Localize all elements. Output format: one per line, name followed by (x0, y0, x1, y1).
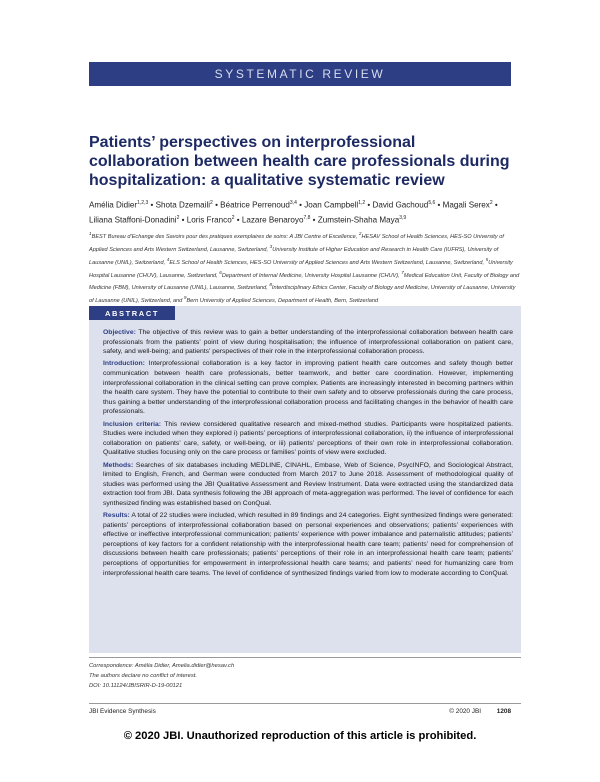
affiliation-text: Medical Education Unit, Faculty of Biology and Medicine (FBM), University of Lausanne (UNIL), Lausanne, Switzerland, (89, 272, 520, 292)
copyright-watermark: © 2020 JBI. Unauthorized reproduction of this article is prohibited. (123, 730, 477, 742)
affiliation-mark: 3 (269, 243, 273, 249)
footer-right (449, 708, 511, 715)
author-name: Amélia Didier (89, 200, 138, 210)
conflict-statement: The authors declare no conflict of interest. (89, 673, 197, 679)
abstract-body (103, 328, 513, 581)
abstract-section-text: Searches of six databases including MEDLINE, CINAHL, Embase, Web of Science, PsycINFO, and Sociological Abstract, limited to English, French, and German were conducted from March 2017 to June 2018. Assessment of methodological quality of studies was performed using the JBI Qualitative Assessment and Review Instrument. Data were extracted using the standardized data extraction tool from JBI. Data synthesis following the JBI approach of meta-aggregation was performed. The level of confidence for each synthesized finding was established based on ConQual. (103, 461, 513, 507)
affiliation-mark: 9 (183, 295, 187, 301)
affiliation-text: Interdisciplinary Ethics Center, Faculty of Biology and Medicine, University of Lausanne, University of Lausanne (UNIL), Switzerland, and (89, 285, 516, 305)
abstract-section-text: Interprofessional collaboration is a key factor in improving patient health care outcomes and safety though better communication between health care professionals, better teamwork, and better care coordination. However, implementing interprofessional collaboration in the clinical setting can prove complex. Patients are increasingly interested in becoming partners within the health care system. They have the potential to contribute to their own safety and to observe professionals during the care process, thus gaining a better understanding of the interprofessional collaboration process and facilitating changes in the behavior of health care professionals. (103, 360, 513, 416)
author-affiliation-mark: 2 (231, 214, 235, 221)
abstract-section-heading: Methods: (103, 461, 134, 469)
abstract-section-heading: Results: (103, 512, 130, 520)
author-affiliation-mark: 5,6 (428, 200, 436, 206)
affiliation-mark: 4 (166, 256, 170, 262)
author-name: Joan Campbell (304, 200, 359, 210)
footer-copyright: © 2020 JBI (449, 708, 481, 715)
author-affiliation-mark: 1,2,3 (137, 200, 149, 206)
abstract-section (103, 359, 513, 417)
affiliation-mark: 1 (89, 231, 92, 236)
article-title: Patients’ perspectives on interprofessional collaboration between health care professionals during hospitalization: a qualitative systematic review (89, 134, 510, 189)
footer-divider (89, 703, 521, 704)
abstract-section-text: A total of 22 studies were included, which resulted in 89 findings and 24 categories. Eight synthesized findings were generated: patients’ perceptions of interprofessional collaboration based on personal experiences and observations; patients’ experiences with effective or ineffective interprofessional communication; patients’ experience with power imbalance and paternalistic attitudes; patients’ perceptions of key factors for a confident relationship with the interprofessional health care team; patients’ need for comprehension of discussions between health care professionals; patients’ perceptions of their role in an interprofessional health care team; patients’ perceptions of opportunities for empowerment in interprofessional health care teams; and patients’ need for humanizing care from interprofessional health care teams. The level of confidence of synthesized findings varied from low to moderate according to ConQual. (103, 512, 513, 577)
abstract-section-text: The objective of this review was to gain a better understanding of the interprofessional collaboration between health care professionals from the patients’ point of view during hospitalisation; the influence of interprofessional collaboration on patient care, safety, and well-being; and patients’ perspectives of their role in the interprofessional collaboration process. (103, 329, 513, 356)
author-affiliation-mark: 2 (210, 200, 213, 206)
author-name: Loris Franco (186, 215, 232, 225)
correspondence-block (89, 661, 521, 691)
section-banner: SYSTEMATIC REVIEW (89, 62, 511, 86)
affiliation-text: Bern University of Applied Sciences, Department of Health, Bern, Switzerland (186, 298, 379, 305)
affiliation-text: Department of Internal Medicine, University Hospital Lausanne (CHUV), (221, 272, 402, 279)
abstract-section (103, 328, 513, 357)
affiliation-text: University Hospital Lausanne (CHUV), Lausanne, Switzerland, (89, 259, 513, 279)
affiliation-text: ELS School of Health Sciences, HES-SO University of Applied Sciences and Arts Western Switzerland, Lausanne, Switzerland, (169, 259, 486, 266)
affiliation-mark: 6 (219, 269, 222, 275)
affiliation-text: BEST Bureau d’Echange des Savoirs pour des pratiques exemplaires de soins: A JBI Centre of Excellence, (91, 233, 359, 240)
abstract-label: ABSTRACT (89, 306, 175, 320)
affiliations (89, 229, 521, 306)
abstract-section-heading: Inclusion criteria: (103, 420, 162, 428)
affiliation-mark: 5 (485, 256, 489, 262)
abstract-section-text: This review considered qualitative research and mixed-method studies. Participants were hospitalized patients. Studies were included when they explored i) patients’ perceptions of interprofessional collaboration, ii) the influence of interprofessional collaboration on patients’ care, safety, or well-being, or iii) patients’ perceptions of their own role in interprofessional collaboration. Qualitative studies focusing only on the care process or families’ points of view were excluded. (103, 420, 514, 457)
author-affiliation-mark: 7,8 (303, 214, 311, 221)
author-name: Lazare Benaroyo (241, 215, 304, 225)
author-name: Liliana Staffoni-Donadini (89, 215, 177, 225)
author-name: Magali Serex (442, 200, 490, 210)
affiliation-text: University Institute of Higher Education and Research in Health Care (IUFRS), University of Lausanne (UNIL), Switzerland, (89, 246, 499, 266)
correspondence-line: Correspondence: Amélia Didier, Amelia.didier@hesav.ch (89, 663, 235, 669)
author-affiliation-mark: 2 (489, 200, 493, 206)
divider (89, 657, 521, 658)
author-affiliation-mark: 1,2 (358, 200, 366, 206)
author-name: Zumstein-Shaha Maya (317, 215, 400, 225)
author-affiliation-mark: 3,9 (399, 214, 407, 221)
abstract-section-heading: Objective: (103, 329, 136, 336)
doi-line: DOI: 10.11124/JBISRIR-D-19-00121 (89, 683, 183, 689)
affiliation-mark: 8 (269, 282, 272, 288)
affiliation-mark: 2 (358, 231, 362, 236)
abstract-section (103, 420, 513, 458)
author-affiliation-mark: 2 (176, 214, 180, 221)
abstract-section-heading: Introduction: (103, 360, 145, 368)
page-number: 1208 (496, 708, 511, 715)
abstract-section (103, 511, 513, 578)
affiliation-text: HESAV School of Health Sciences, HES-SO University of Applied Sciences and Arts Western Switzerland, Lausanne, Switzerland, (89, 233, 504, 253)
abstract-section (103, 461, 513, 509)
author-name: Shota Dzemaili (155, 200, 211, 210)
author-affiliation-mark: 3,4 (289, 200, 297, 206)
author-name: David Gachoud (372, 200, 429, 210)
author-name: Béatrice Perrenoud (220, 200, 290, 210)
journal-name: JBI Evidence Synthesis (89, 708, 156, 715)
affiliation-mark: 7 (401, 269, 404, 275)
author-list: Amélia Didier$^{1,2,3}$ • Shota Dzemaili$^2$ • Béatrice Perrenoud$^{3,4}$ • Joan Campbell$^{1,2}$ • David Gachoud$^{5,6}$ • Magali Serex$^2$ • Liliana Staffoni-Donadini$^2$ • Loris Franco$^2$ • Lazare Benaroyo$^{7,8}$ • Zumstein-Shaha Maya$^{3,9}$ (89, 200, 498, 225)
